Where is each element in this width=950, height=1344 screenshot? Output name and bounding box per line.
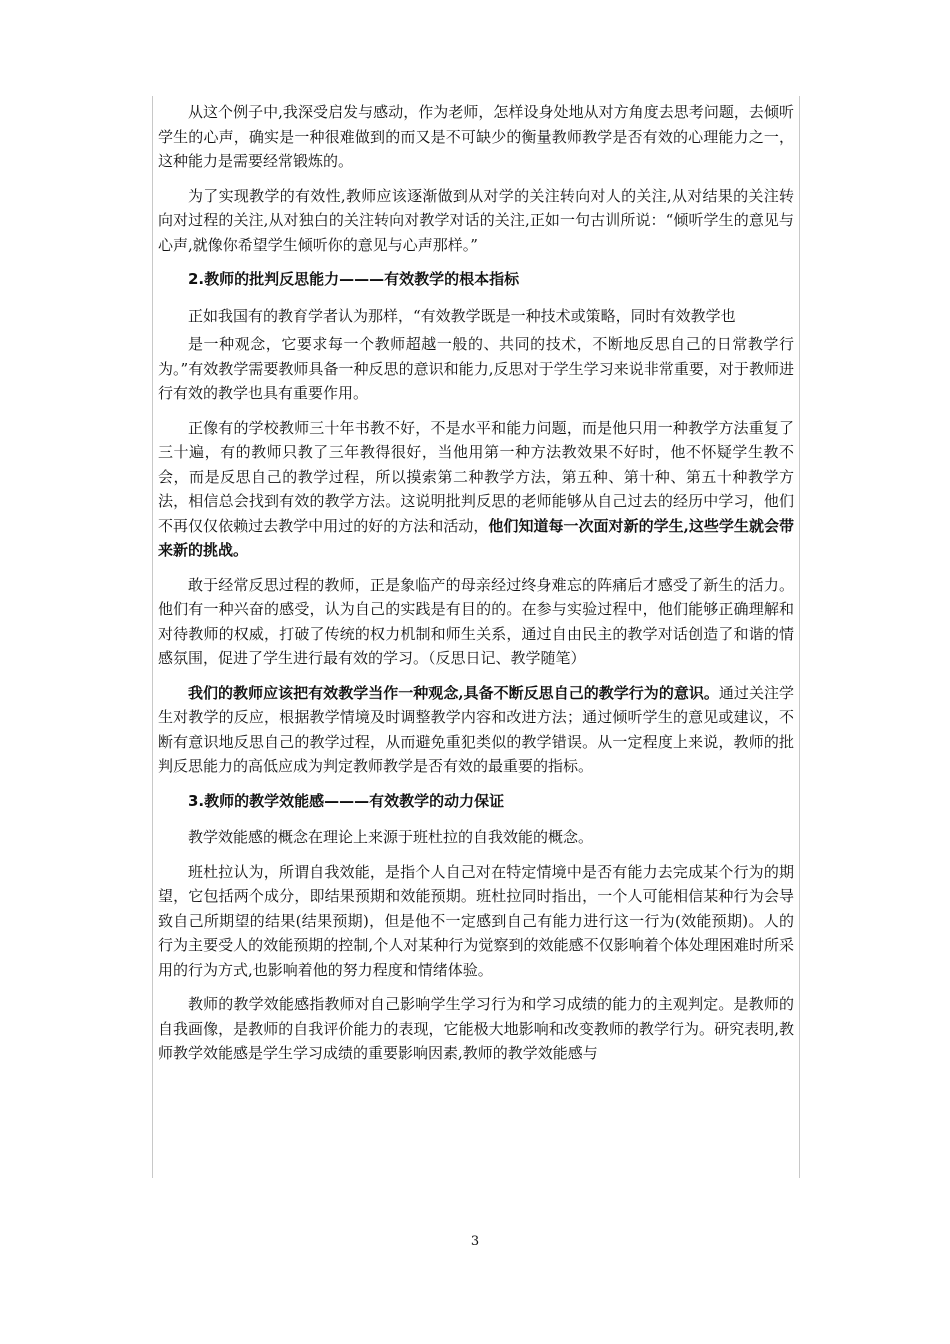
paragraph-8: 教学效能感的概念在理论上来源于班杜拉的自我效能的概念。	[188, 828, 594, 846]
paragraph-5-emphasis: 他们知道每一次面对新的学生,这些学生就会带来新的挑战。	[158, 516, 794, 559]
paragraph-10: 教师的教学效能感指教师对自己影响学生学习行为和学习成绩的能力的主观判定。是教师的自我画像，是教师的自我评价能力的表现，它能极大地影响和改变教师的教学行为。研究表明,教师教学效能感是学生学习成绩的重要影响因素,教师的教学效能感与	[158, 995, 794, 1062]
paragraph-4: 是一种观念，它要求每一个教师超越一般的、共同的技术，不断地反思自己的日常教学行为。”有效教学需要教师具备一种反思的意识和能力,反思对于学生学习来说非常重要，对于教师进行有效的教学也具有重要作用。	[158, 335, 794, 402]
paragraph-1: 从这个例子中,我深受启发与感动，作为老师，怎样设身处地从对方角度去思考问题，去倾听学生的心声，确实是一种很难做到的而又是不可缺少的衡量教师教学是否有效的心理能力之一，这种能力是需要经常锻炼的。	[158, 103, 794, 170]
document-body	[152, 100, 800, 1076]
paragraph-7-text: 通过关注学生对教学的反应，根据教学情境及时调整教学内容和改进方法；通过倾听学生的意见或建议，不断有意识地反思自己的教学过程，从而避免重犯类似的教学错误。从一定程度上来说，教师的批判反思能力的高低应成为判定教师教学是否有效的最重要的指标。	[158, 683, 794, 775]
paragraph-7	[158, 681, 794, 779]
paragraph-6: 敢于经常反思过程的教师，正是象临产的母亲经过终身难忘的阵痛后才感受了新生的活力。他们有一种兴奋的感受，认为自己的实践是有目的的。在参与实验过程中，他们能够正确理解和对待教师的权威，打破了传统的权力机制和师生关系，通过自由民主的教学对话创造了和谐的情感氛围，促进了学生进行最有效的学习。（反思日记、教学随笔）	[158, 575, 794, 667]
paragraph-9: 班杜拉认为，所谓自我效能，是指个人自己对在特定情境中是否有能力去完成某个行为的期望，它包括两个成分，即结果预期和效能预期。班杜拉同时指出，一个人可能相信某种行为会导致自己所期望的结果(结果预期)，但是他不一定感到自己有能力进行这一行为(效能预期)。人的行为主要受人的效能预期的控制,个人对某种行为觉察到的效能感不仅影响着个体处理困难时所采用的行为方式,也影响着他的努力程度和情绪体验。	[158, 862, 794, 979]
paragraph-5	[158, 416, 794, 563]
section-heading-2: 2.教师的批判反思能力———有效教学的根本指标	[188, 270, 520, 288]
paragraph-3: 正如我国有的教育学者认为那样，“有效教学既是一种技术或策略，同时有效教学也	[188, 306, 736, 325]
section-heading-3: 3.教师的教学效能感———有效教学的动力保证	[188, 791, 505, 810]
paragraph-7-emphasis: 我们的教师应该把有效教学当作一种观念,具备不断反思自己的教学行为的意识。	[188, 683, 719, 702]
page-number: 3	[470, 1234, 480, 1249]
paragraph-2: 为了实现教学的有效性,教师应该逐渐做到从对学的关注转向对人的关注,从对结果的关注转向对过程的关注,从对独白的关注转向对教学对话的关注,正如一句古训所说：“倾听学生的意见与心声,就像你希望学生倾听你的意见与心声那样。”	[158, 186, 794, 254]
paragraph-5-text: 正像有的学校教师三十年书教不好，不是水平和能力问题，而是他只用一种教学方法重复了三十遍，有的教师只教了三年教得很好，当他用第一种方法教效果不好时，他不怀疑学生教不会，而是反思自己的教学过程，所以摸索第二种教学方法，第五种、第十种、第五十种教学方法，相信总会找到有效的教学方法。这说明批判反思的老师能够从自己过去的经历中学习，他们不再仅仅依赖过去教学中用过的好的方法和活动，	[158, 418, 794, 535]
